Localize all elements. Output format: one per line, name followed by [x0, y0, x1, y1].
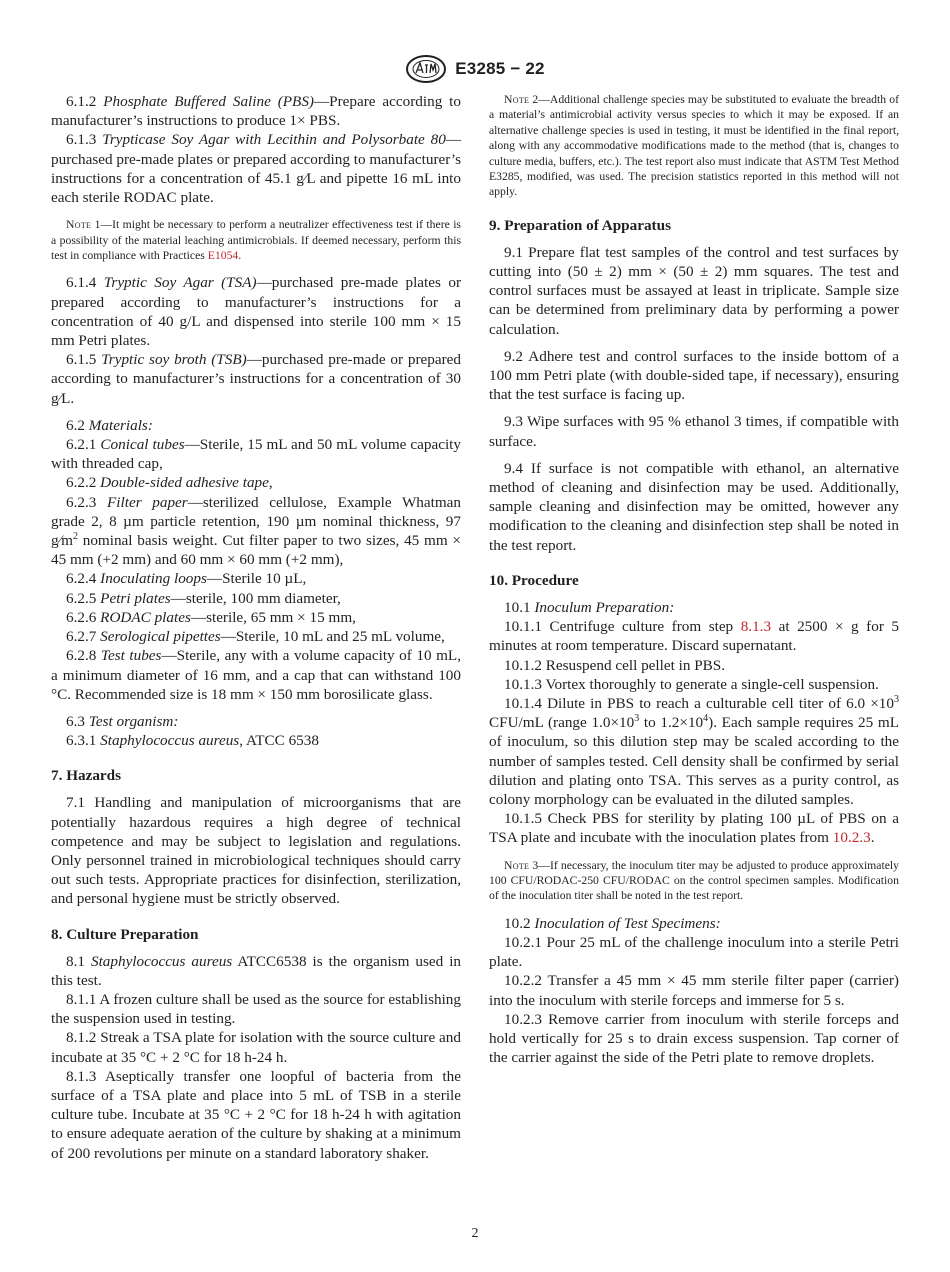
section-6-1-4: 6.1.4 Tryptic Soy Agar (TSA)—purchased pre-made plates or prepared according to manufacturer’s instructions for a concentration of 40 g/L and dispensed into sterile 100 mm × 15 mm Petri plates. [51, 274, 461, 350]
section-6-3: 6.3 Test organism: [66, 712, 179, 730]
section-10-2: 10.2 Inoculation of Test Specimens: [504, 914, 721, 932]
section-10-2-3: 10.2.3 Remove carrier from inoculum with sterile forceps and hold vertically for 25 s to drain excess suspension. Tap corner of the carrier against the side of the Petri plate to remove droplets. [489, 1010, 899, 1067]
page-header [0, 54, 950, 84]
heading-culture-preparation: 8. Culture Preparation [51, 925, 199, 943]
left-column [51, 92, 461, 1163]
section-10-2-1: 10.2.1 Pour 25 mL of the challenge inoculum into a sterile Petri plate. [489, 933, 899, 971]
section-8-1-2: 8.1.2 Streak a TSA plate for isolation with the source culture and incubate at 35 °C + 2 °C for 18 h-24 h. [51, 1029, 461, 1066]
section-6-2-3: 6.2.3 Filter paper—sterilized cellulose, Example Whatman grade 2, 8 µm particle retention, 190 µm nominal thickness, 97 $g⁄m^2$ nominal basis weight. Cut filter paper to two sizes, 45 mm × 45 mm (+2 mm) and 60 mm × 60 mm (+2 mm), [51, 493, 462, 569]
page-number: 2 [471, 1226, 479, 1241]
section-9-1: 9.1 Prepare flat test samples of the control and test surfaces by cutting into (50 ± 2) mm × (50 ± 2) mm squares. The test and control surfaces must be assayed at least in triplicate. Sample size can be determined from preliminary data by performing a power calculation. [489, 243, 899, 338]
section-6-1-2: 6.1.2 Phosphate Buffered Saline (PBS)—Prepare according to manufacturer’s instructions to produce 1× PBS. [51, 93, 461, 130]
heading-preparation-of-apparatus: 9. Preparation of Apparatus [489, 216, 671, 234]
right-column [489, 92, 899, 1067]
section-10-2-2: 10.2.2 Transfer a 45 mm × 45 mm sterile filter paper (carrier) into the inoculum with sterile forceps and immerse for 5 s. [489, 972, 899, 1009]
note-2: Note 2—Additional challenge species may be substituted to evaluate the breadth of a material’s antimicrobial activity versus species to which it may be exposed. If an alternative challenge species is used in testing, it must be identified in the final report, along with any accommodative modifications made to the method (that is, changes to culture media, buffers, etc.). The test report also must indicate that ASTM Test Method E3285, modified, was used. The precision statistics reported in this method will not apply. [489, 93, 899, 199]
section-8-1: 8.1 Staphylococcus aureus ATCC6538 is the organism used in this test. [51, 952, 462, 989]
section-6-2-1: 6.2.1 Conical tubes—Sterile, 15 mL and 50 mL volume capacity with threaded cap, [51, 436, 461, 473]
section-9-4: 9.4 If surface is not compatible with ethanol, an alternative method of cleaning and disinfection may be used. Additionally, sample cleaning and disinfection may be omitted, however any modification to the cleaning and disinfection step shall be noted in the test report. [489, 459, 899, 554]
section-6-1-5: 6.1.5 Tryptic soy broth (TSB)—purchased pre-made or prepared according to manufacturer’s instructions for a concentration of 30 g⁄L. [51, 351, 461, 407]
section-6-2-5: 6.2.5 Petri plates—sterile, 100 mm diameter, [66, 589, 341, 607]
link-10-2-3[interactable]: 10.2.3 [832, 829, 871, 847]
heading-hazards: 7. Hazards [51, 767, 122, 785]
section-6-2-6: 6.2.6 RODAC plates—sterile, 65 mm × 15 mm, [66, 608, 356, 626]
section-9-3: 9.3 Wipe surfaces with 95 % ethanol 3 times, if compatible with surface. [489, 413, 899, 450]
section-9-2: 9.2 Adhere test and control surfaces to the inside bottom of a 100 mm Petri plate (with double-sided tape, if necessary), ensuring that the test surface is facing up. [489, 347, 899, 404]
section-10-1-1: 10.1.1 Centrifuge culture from step 8.1.3 at 2500 × g for 5 minutes at room temperature. Discard supernatant. [489, 618, 899, 655]
document-id: E3285 − 22 [455, 59, 545, 78]
section-6-2-4: 6.2.4 Inoculating loops—Sterile 10 µL, [66, 570, 307, 588]
section-6-2-2: 6.2.2 Double-sided adhesive tape, [66, 474, 273, 492]
section-10-1-3: 10.1.3 Vortex thoroughly to generate a single-cell suspension. [504, 675, 879, 693]
section-10-1-5: 10.1.5 Check PBS for sterility by plating 100 µL of PBS on a TSA plate and incubate with the inoculation plates from 10.2.3. [489, 810, 899, 847]
section-6-3-1: 6.3.1 Staphylococcus aureus, ATCC 6538 [66, 732, 319, 750]
section-10-1-2: 10.1.2 Resuspend cell pellet in PBS. [504, 656, 726, 674]
section-8-1-1: 8.1.1 A frozen culture shall be used as the source for establishing the suspension used in testing. [51, 990, 461, 1028]
section-6-2: 6.2 Materials: [66, 416, 153, 434]
section-6-1-3: 6.1.3 Trypticase Soy Agar with Lecithin and Polysorbate 80—purchased pre-made plates or prepared according to manufacturer’s instructions for a concentration of 45.1 g⁄L and pipette 16 mL into each sterile RODAC plate. [51, 131, 462, 207]
astm-logo-icon [405, 54, 447, 84]
heading-procedure: 10. Procedure [489, 571, 579, 589]
section-8-1-3: 8.1.3 Aseptically transfer one loopful of bacteria from the surface of a TSA plate and place into 5 mL of TSB in a sterile culture tube. Incubate at 35 °C + 2 °C for 18 h-24 h with agitation to ensure adequate aeration of the culture by shaking at a minimum of 200 revolutions per minute on a standard laboratory shaker. [51, 1067, 461, 1162]
section-6-2-7: 6.2.7 Serological pipettes—Sterile, 10 mL and 25 mL volume, [66, 628, 445, 646]
section-10-1: 10.1 Inoculum Preparation: [504, 598, 675, 616]
note-3: Note 3—If necessary, the inoculum titer may be adjusted to produce approximately 100 CFU/RODAC-250 CFU/RODAC on the control specimen samples. Modification of the inoculation titer shall be noted in the test report. [489, 858, 899, 903]
link-e1054[interactable]: E1054 [207, 249, 239, 263]
link-8-1-3[interactable]: 8.1.3 [740, 618, 772, 636]
section-6-2-8: 6.2.8 Test tubes—Sterile, any with a volume capacity of 10 mL, a minimum diameter of 16 mm, and a cap that can withstand 100 °C. Recommended size is 18 mm × 150 mm borosilicate glass. [51, 647, 461, 703]
section-10-1-4: 10.1.4 Dilute in PBS to reach a culturable cell titer of $6.0 \times 10^3$ CFU/mL (range $1.0\times 10^3$ to $1.2\times 10^4$). Each sample requires 25 mL of inoculum, so this dilution step may be scaled according to the number of samples tested. Cell density shall be confirmed by serial dilution and plating onto TSA. This serves as a purity control, as colony morphology can be evaluated in the diluted samples. [489, 693, 900, 808]
note-1: Note 1—It might be necessary to perform a neutralizer effectiveness test if there is a possibility of the material leaching antimicrobials. If deemed necessary, perform this test in compliance with Practices E1054. [51, 218, 461, 263]
section-7-1: 7.1 Handling and manipulation of microorganisms that are potentially hazardous requires a high degree of technical competence and may be subject to legislation and regulations. Only personnel trained in microbiological techniques should carry out such tests. Appropriate practices for disinfection, sterilization, and personal hygiene must be strictly observed. [51, 794, 461, 908]
